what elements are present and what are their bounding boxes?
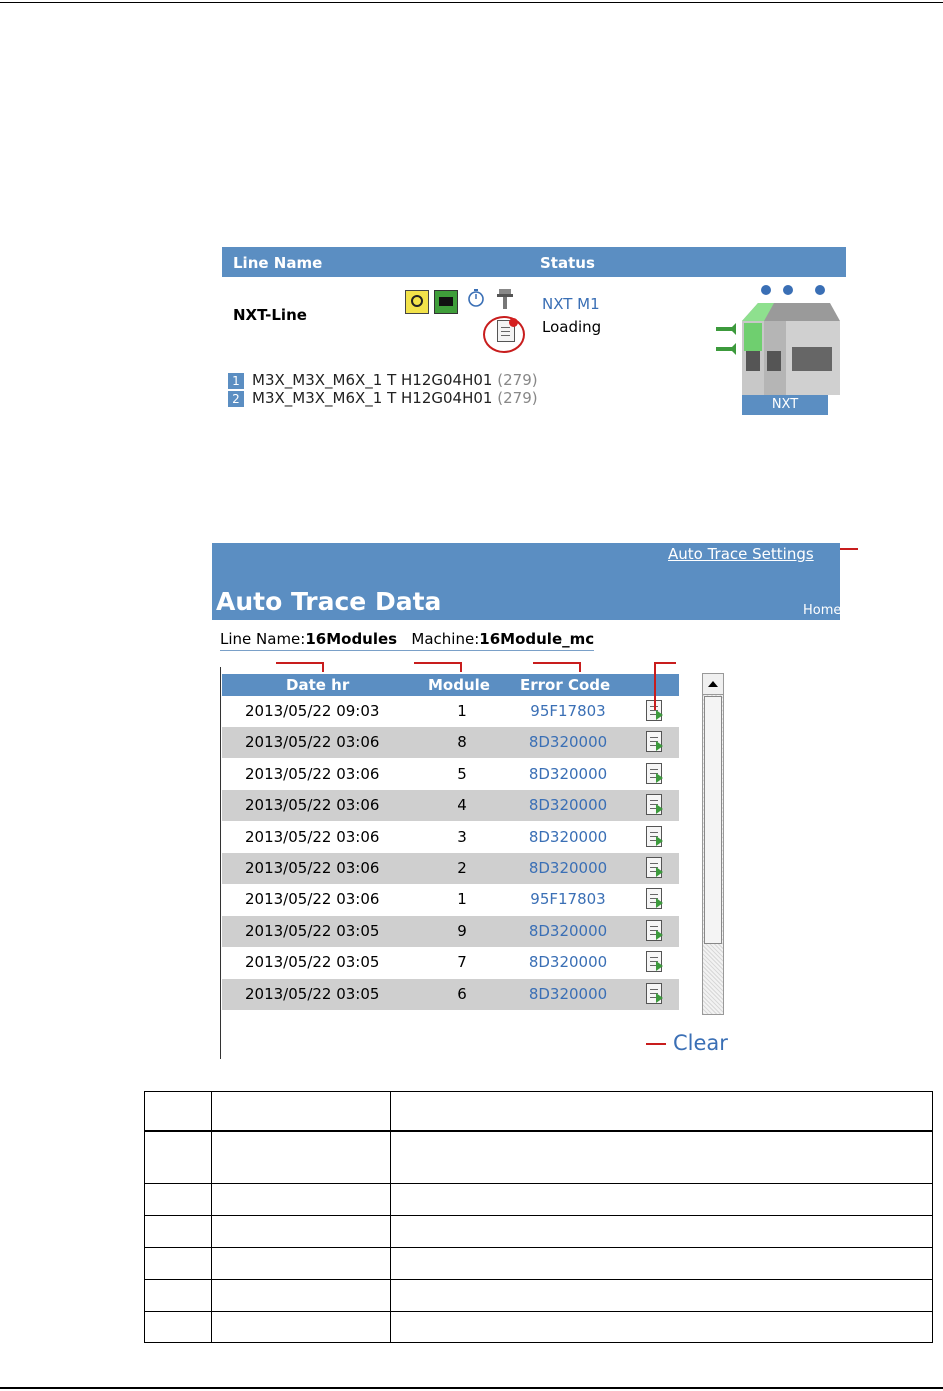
program-name: M3X_M3X_M6X_1 T H12G04H01 xyxy=(252,371,493,389)
program-index: 2 xyxy=(228,391,244,407)
callout-line xyxy=(533,662,580,664)
machine-label: NXT xyxy=(742,395,828,415)
top-rule xyxy=(0,2,943,3)
cell-module: 7 xyxy=(457,953,467,972)
export-document-icon[interactable] xyxy=(646,857,662,878)
error-code-link[interactable]: 95F17803 xyxy=(530,890,606,909)
line-name-value: 16Modules xyxy=(305,630,398,648)
circuit-board-icon[interactable] xyxy=(434,290,458,314)
table-rule xyxy=(390,1092,391,1342)
error-code-link[interactable]: 8D320000 xyxy=(528,764,608,783)
nozzle-icon[interactable] xyxy=(496,288,514,312)
table-scrollbar[interactable] xyxy=(702,673,724,1015)
machine-label: Machine: xyxy=(411,630,480,648)
auto-trace-panel xyxy=(212,543,840,1063)
machine-value: 16Module_mc xyxy=(479,630,595,648)
cell-date: 2013/05/22 03:05 xyxy=(245,953,380,972)
callout-line xyxy=(654,662,656,710)
column-line-name: Line Name xyxy=(233,254,323,272)
export-document-icon[interactable] xyxy=(646,888,662,909)
export-document-icon[interactable] xyxy=(646,731,662,752)
export-document-icon[interactable] xyxy=(646,763,662,784)
callout-line xyxy=(460,662,462,672)
column-error-code[interactable]: Error Code xyxy=(520,676,611,694)
table-rule xyxy=(145,1215,932,1216)
program-row xyxy=(228,371,538,389)
table-rule xyxy=(145,1247,932,1248)
table-row[interactable] xyxy=(222,853,679,884)
cell-module: 8 xyxy=(457,733,467,752)
export-document-icon[interactable] xyxy=(646,826,662,847)
callout-line xyxy=(654,662,676,664)
cell-module: 2 xyxy=(457,859,467,877)
export-document-icon[interactable] xyxy=(646,794,662,815)
page-title: Auto Trace Data xyxy=(216,587,442,616)
cell-date: 2013/05/22 03:05 xyxy=(245,921,380,940)
error-code-link[interactable]: 8D320000 xyxy=(528,796,608,815)
reference-table xyxy=(144,1091,933,1343)
callout-line xyxy=(840,548,858,550)
column-status: Status xyxy=(540,254,595,272)
line-status-header xyxy=(222,247,846,277)
error-code-link[interactable]: 8D320000 xyxy=(528,953,608,972)
trace-document-icon[interactable] xyxy=(497,320,515,342)
error-code-link[interactable]: 8D320000 xyxy=(528,984,608,1003)
cell-module: 6 xyxy=(457,984,467,1003)
line-name-label: Line Name: xyxy=(220,630,306,648)
table-row[interactable] xyxy=(222,884,679,915)
callout-line xyxy=(322,662,324,672)
table-row[interactable] xyxy=(222,947,679,978)
callout-line xyxy=(646,1043,666,1045)
callout-line xyxy=(579,662,581,672)
cell-date: 2013/05/22 09:03 xyxy=(245,702,380,720)
cell-date: 2013/05/22 03:06 xyxy=(245,859,380,877)
export-document-icon[interactable] xyxy=(646,951,662,972)
table-row[interactable] xyxy=(222,916,679,947)
error-code-link[interactable]: 8D320000 xyxy=(528,921,608,940)
error-code-link[interactable]: 8D320000 xyxy=(528,859,608,877)
frame-border xyxy=(220,667,221,1059)
error-code-link[interactable]: 95F17803 xyxy=(530,702,606,720)
cell-module: 9 xyxy=(457,921,467,940)
cell-module: 4 xyxy=(457,796,467,815)
cell-date: 2013/05/22 03:05 xyxy=(245,984,380,1003)
program-count: (279) xyxy=(497,371,538,389)
cell-module: 5 xyxy=(457,764,467,783)
auto-trace-header xyxy=(212,543,840,620)
cell-date: 2013/05/22 03:06 xyxy=(245,796,380,815)
program-row xyxy=(228,389,538,407)
machine-name-link[interactable]: NXT M1 xyxy=(542,295,600,313)
column-module[interactable]: Module xyxy=(428,676,490,694)
cell-module: 1 xyxy=(457,702,467,720)
cell-date: 2013/05/22 03:06 xyxy=(245,827,380,846)
trace-table-header xyxy=(222,674,679,696)
scroll-thumb[interactable] xyxy=(704,696,722,944)
cell-date: 2013/05/22 03:06 xyxy=(245,890,380,909)
column-date-hr[interactable]: Date hr xyxy=(286,676,350,694)
table-row[interactable] xyxy=(222,696,679,727)
table-row[interactable] xyxy=(222,727,679,758)
clear-button[interactable]: Clear xyxy=(673,1031,728,1055)
search-icon[interactable] xyxy=(405,290,429,314)
cell-date: 2013/05/22 03:06 xyxy=(245,733,380,752)
home-link[interactable]: Home xyxy=(803,603,842,618)
callout-line xyxy=(414,662,461,664)
scroll-up-arrow[interactable] xyxy=(703,674,723,695)
callout-line xyxy=(276,662,323,664)
auto-trace-settings-link[interactable]: Auto Trace Settings xyxy=(668,545,814,563)
stopwatch-icon[interactable] xyxy=(466,288,486,308)
table-row[interactable] xyxy=(222,759,679,790)
table-rule xyxy=(145,1279,932,1280)
export-document-icon[interactable] xyxy=(646,920,662,941)
program-index: 1 xyxy=(228,373,244,389)
cell-date: 2013/05/22 03:06 xyxy=(245,764,380,783)
error-code-link[interactable]: 8D320000 xyxy=(528,827,608,846)
table-row[interactable] xyxy=(222,790,679,821)
table-rule xyxy=(145,1311,932,1312)
line-machine-info xyxy=(220,630,594,651)
table-row[interactable] xyxy=(222,979,679,1010)
cell-module: 1 xyxy=(457,890,467,909)
line-name[interactable]: NXT-Line xyxy=(233,306,307,324)
bottom-rule xyxy=(0,1387,943,1389)
export-document-icon[interactable] xyxy=(646,983,662,1004)
program-count: (279) xyxy=(497,389,538,407)
cell-module: 3 xyxy=(457,827,467,846)
line-status-panel xyxy=(222,247,846,417)
table-rule xyxy=(211,1092,212,1342)
program-name: M3X_M3X_M6X_1 T H12G04H01 xyxy=(252,389,493,407)
table-rule xyxy=(145,1130,932,1132)
error-code-link[interactable]: 8D320000 xyxy=(528,733,608,752)
table-row[interactable] xyxy=(222,822,679,853)
machine-status: Loading xyxy=(542,318,602,336)
table-rule xyxy=(145,1183,932,1184)
